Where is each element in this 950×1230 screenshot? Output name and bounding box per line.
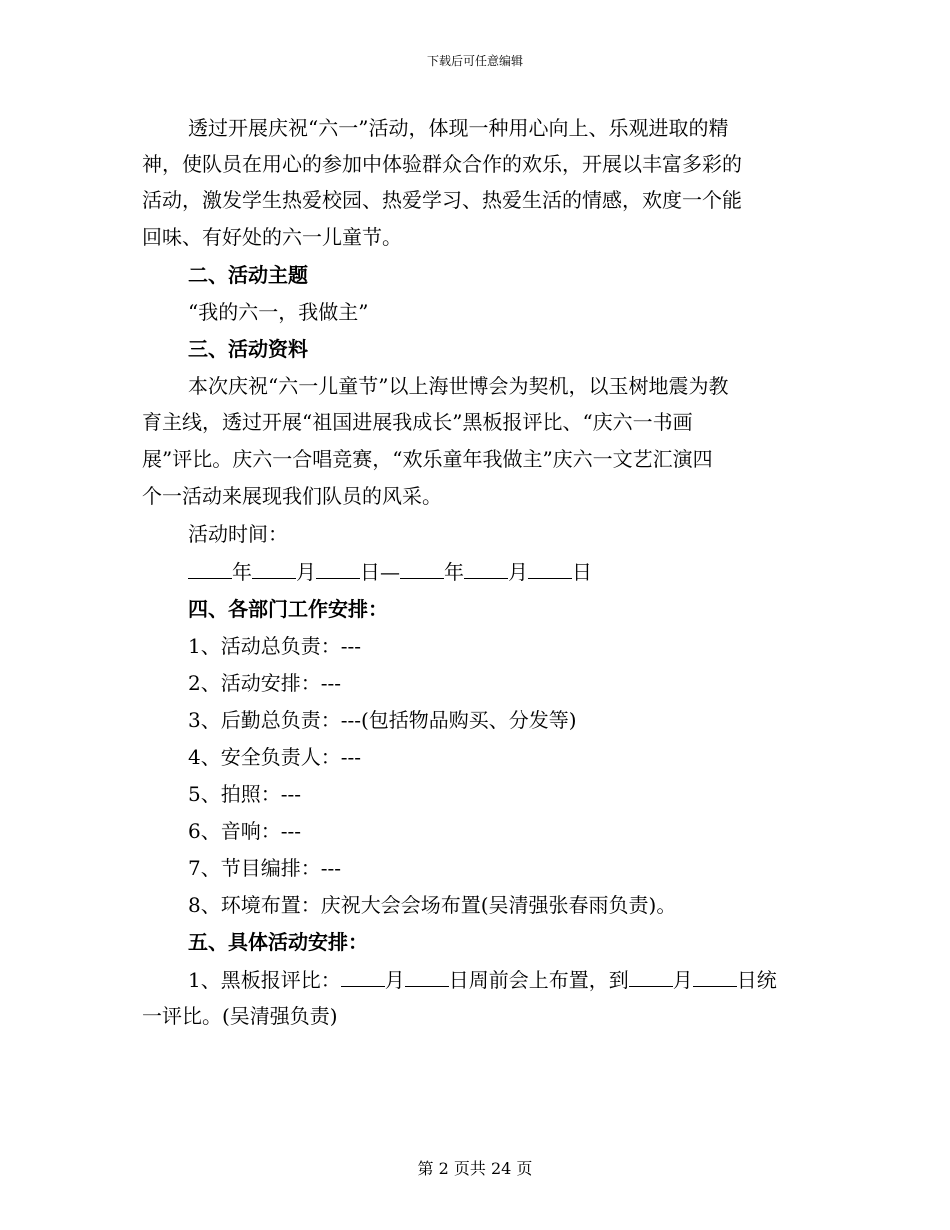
section-heading: 四、各部门工作安排：: [188, 597, 388, 621]
paragraph-line: 回味、有好处的六一儿童节。: [142, 225, 402, 249]
date-unit: 月: [296, 560, 316, 584]
blank-line: [316, 562, 360, 579]
item-text: 日统: [736, 968, 777, 992]
date-unit: 日: [572, 560, 592, 584]
item-text: 日周前会上布置，到: [448, 968, 629, 992]
paragraph-line: 育主线，透过开展“祖国进展我成长”黑板报评比、“庆六一书画: [142, 410, 693, 434]
blank-line: [629, 970, 673, 987]
paragraph-line: 展”评比。庆六一合唱竞赛，“欢乐童年我做主”庆六一文艺汇演四: [142, 447, 713, 471]
paragraph-line: 本次庆祝“六一儿童节”以上海世博会为契机，以玉树地震为教: [188, 374, 729, 398]
list-item: 2、活动安排：---: [188, 671, 341, 695]
paragraph-line: 透过开展庆祝“六一”活动，体现一种用心向上、乐观进取的精: [188, 116, 729, 140]
list-item: 8、环境布置：庆祝大会会场布置(吴清强张春雨负责)。: [188, 893, 677, 917]
list-item: 6、音响：---: [188, 819, 301, 843]
section-heading: 二、活动主题: [188, 263, 308, 287]
list-item: 4、安全负责人：---: [188, 745, 361, 769]
blank-line: [400, 562, 444, 579]
date-unit: 月: [508, 560, 528, 584]
paragraph-line: 个一活动来展现我们队员的风采。: [142, 484, 442, 508]
time-label: 活动时间：: [188, 522, 288, 546]
blank-line: [528, 562, 572, 579]
list-item: 3、后勤总负责：---(包括物品购买、分发等): [188, 708, 577, 732]
blank-line: [188, 562, 232, 579]
date-unit: 日—: [360, 560, 400, 584]
date-unit: 年: [232, 560, 252, 584]
theme-text: “我的六一，我做主”: [188, 300, 369, 324]
blank-line: [405, 970, 449, 987]
item-text: 1、黑板报评比：: [188, 968, 341, 992]
list-item: [188, 968, 777, 992]
item-text: 月: [672, 968, 693, 992]
blank-line: [464, 562, 508, 579]
blank-line: [252, 562, 296, 579]
page-header: 下载后可任意编辑: [426, 54, 523, 68]
list-item: 1、活动总负责：---: [188, 634, 361, 658]
section-heading: 五、具体活动安排：: [188, 930, 368, 954]
paragraph-line: 一评比。(吴清强负责): [142, 1004, 338, 1028]
paragraph-line: 活动，激发学生热爱校园、热爱学习、热爱生活的情感，欢度一个能: [142, 188, 742, 212]
date-unit: 年: [444, 560, 464, 584]
item-text: 月: [384, 968, 405, 992]
blank-line: [341, 970, 385, 987]
section-heading: 三、活动资料: [188, 337, 308, 361]
page-number: 第 2 页共 24 页: [417, 1159, 533, 1178]
paragraph-line: 神，使队员在用心的参加中体验群众合作的欢乐，开展以丰富多彩的: [142, 152, 742, 176]
blank-line: [693, 970, 737, 987]
date-range-line: [188, 560, 592, 584]
list-item: 5、拍照：---: [188, 782, 301, 806]
list-item: 7、节目编排：---: [188, 856, 341, 880]
